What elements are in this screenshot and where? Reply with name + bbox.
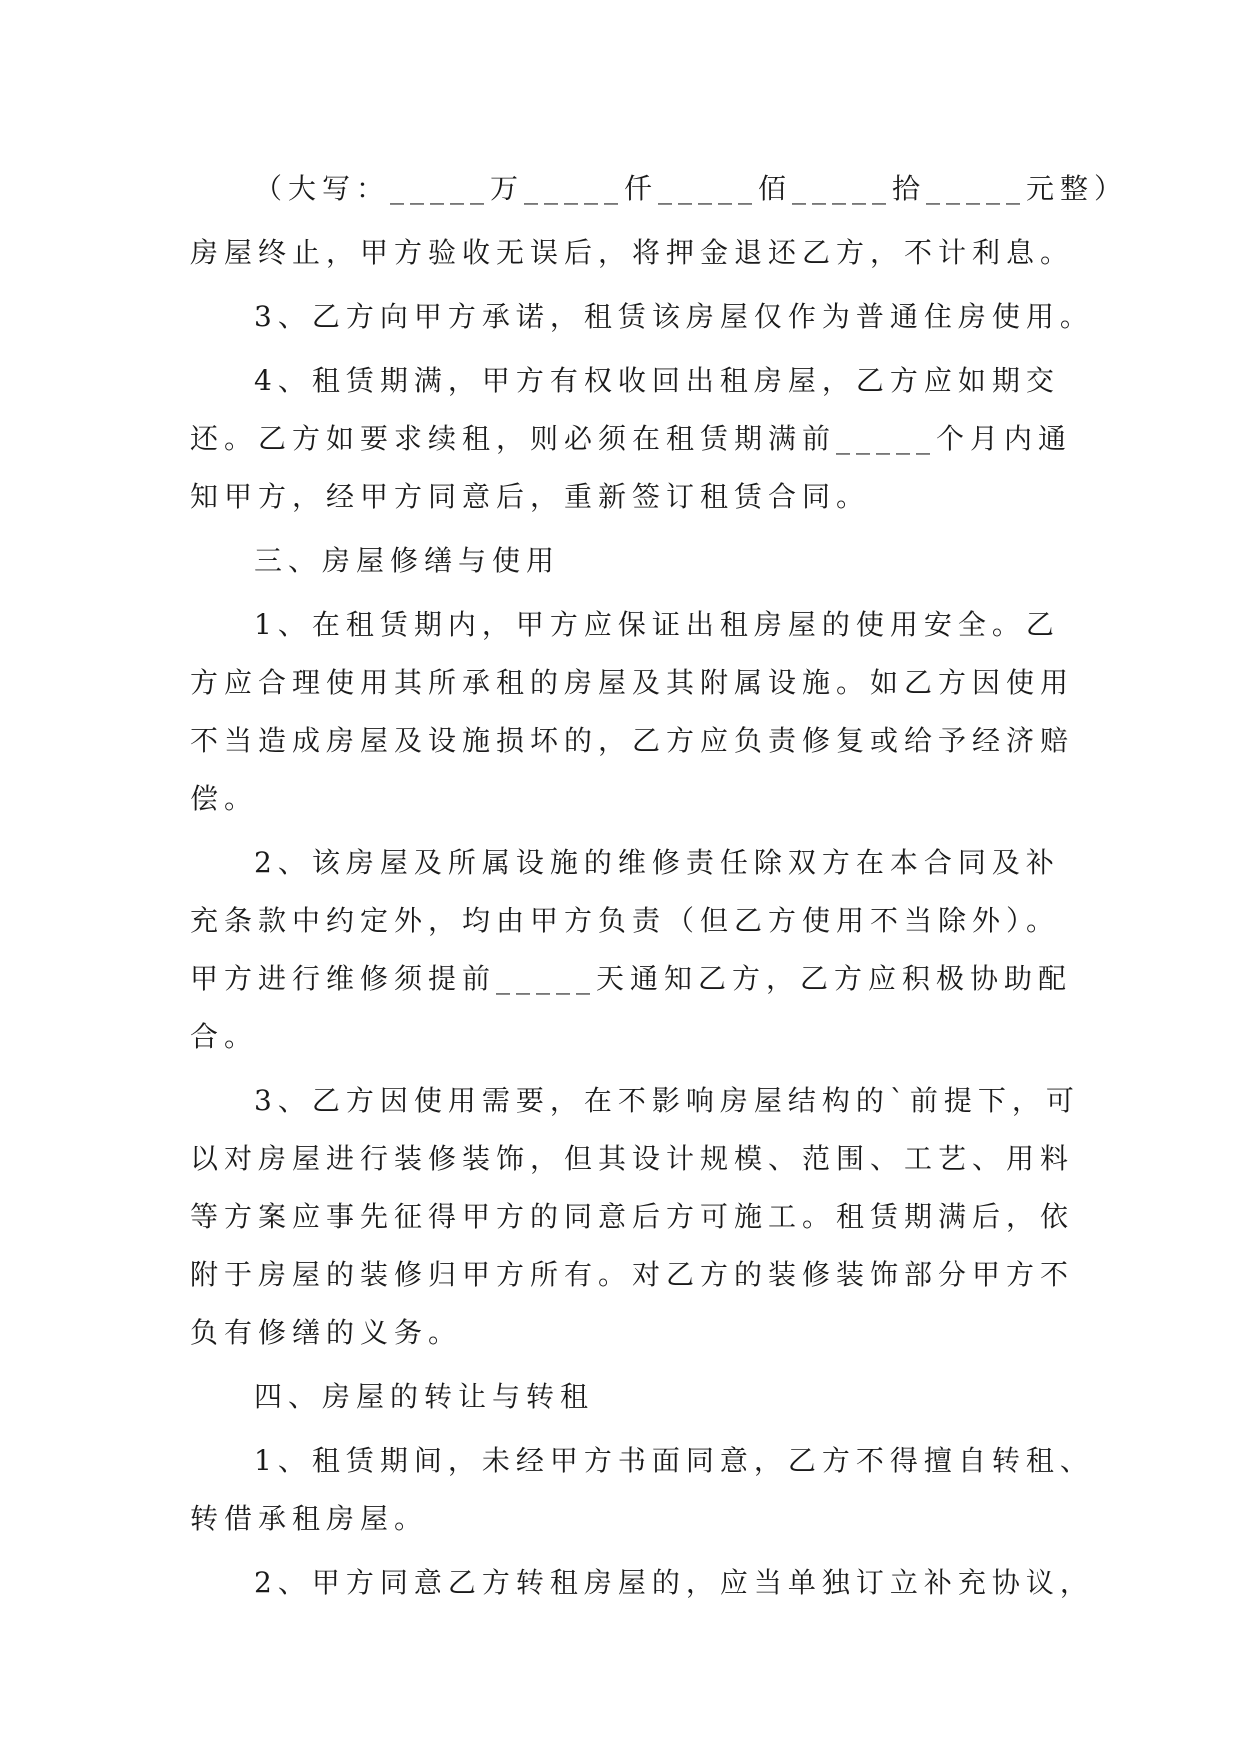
paragraph — [190, 596, 1075, 828]
paragraph-line: 以对房屋进行装修装饰，但其设计规模、范围、工艺、用料 — [190, 1142, 1075, 1175]
paragraph-line: 转借承租房屋。 — [190, 1502, 429, 1535]
paragraph — [190, 1554, 1094, 1612]
paragraph-line: 合。 — [190, 1020, 259, 1053]
paragraph-line: 房屋终止，甲方验收无误后，将押金退还乙方，不计利息。 — [190, 236, 1075, 269]
paragraph-line: 4、租赁期满，甲方有权收回出租房屋，乙方应如期交 — [254, 364, 1060, 397]
paragraph-line: 充条款中约定外，均由甲方负责（但乙方使用不当除外）。 — [190, 904, 1061, 937]
paragraph-line: 偿。 — [190, 782, 259, 815]
paragraph-line: （大写：_____万_____仟_____佰_____拾_____元整） — [254, 172, 1129, 205]
paragraph-line: 等方案应事先征得甲方的同意后方可施工。租赁期满后，依 — [190, 1200, 1075, 1233]
paragraph — [190, 224, 1075, 282]
paragraph — [190, 160, 1129, 218]
paragraph — [190, 532, 1070, 590]
paragraph-line: 四、房屋的转让与转租 — [254, 1380, 595, 1413]
paragraph — [190, 288, 1094, 346]
paragraph-line: 不当造成房屋及设施损坏的，乙方应负责修复或给予经济赔 — [190, 724, 1075, 757]
paragraph — [190, 834, 1073, 1066]
paragraph-line: 附于房屋的装修归甲方所有。对乙方的装修装饰部分甲方不 — [190, 1258, 1075, 1291]
paragraph-line: 知甲方，经甲方同意后，重新签订租赁合同。 — [190, 480, 871, 513]
paragraph-line: 2、甲方同意乙方转租房屋的，应当单独订立补充协议， — [254, 1566, 1094, 1599]
paragraph-line: 甲方进行维修须提前_____天通知乙方，乙方应积极协助配 — [190, 962, 1073, 995]
paragraph-line: 1、在租赁期内，甲方应保证出租房屋的使用安全。乙 — [254, 608, 1060, 641]
paragraph-line: 2、该房屋及所属设施的维修责任除双方在本合同及补 — [254, 846, 1060, 879]
paragraph-line: 方应合理使用其所承租的房屋及其附属设施。如乙方因使用 — [190, 666, 1075, 699]
paragraph-line: 1、租赁期间，未经甲方书面同意，乙方不得擅自转租、 — [254, 1444, 1094, 1477]
document-body — [190, 160, 1129, 1612]
paragraph-line: 还。乙方如要求续租，则必须在租赁期满前_____个月内通 — [190, 422, 1073, 455]
paragraph-line: 3、乙方向甲方承诺，租赁该房屋仅作为普通住房使用。 — [254, 300, 1094, 333]
paragraph — [190, 1432, 1094, 1548]
paragraph — [190, 1368, 1070, 1426]
paragraph-line: 三、房屋修缮与使用 — [254, 544, 561, 577]
paragraph-line: 3、乙方因使用需要，在不影响房屋结构的`前提下，可 — [254, 1084, 1080, 1117]
paragraph-line: 负有修缮的义务。 — [190, 1316, 463, 1349]
paragraph — [190, 352, 1073, 526]
paragraph — [190, 1072, 1080, 1362]
